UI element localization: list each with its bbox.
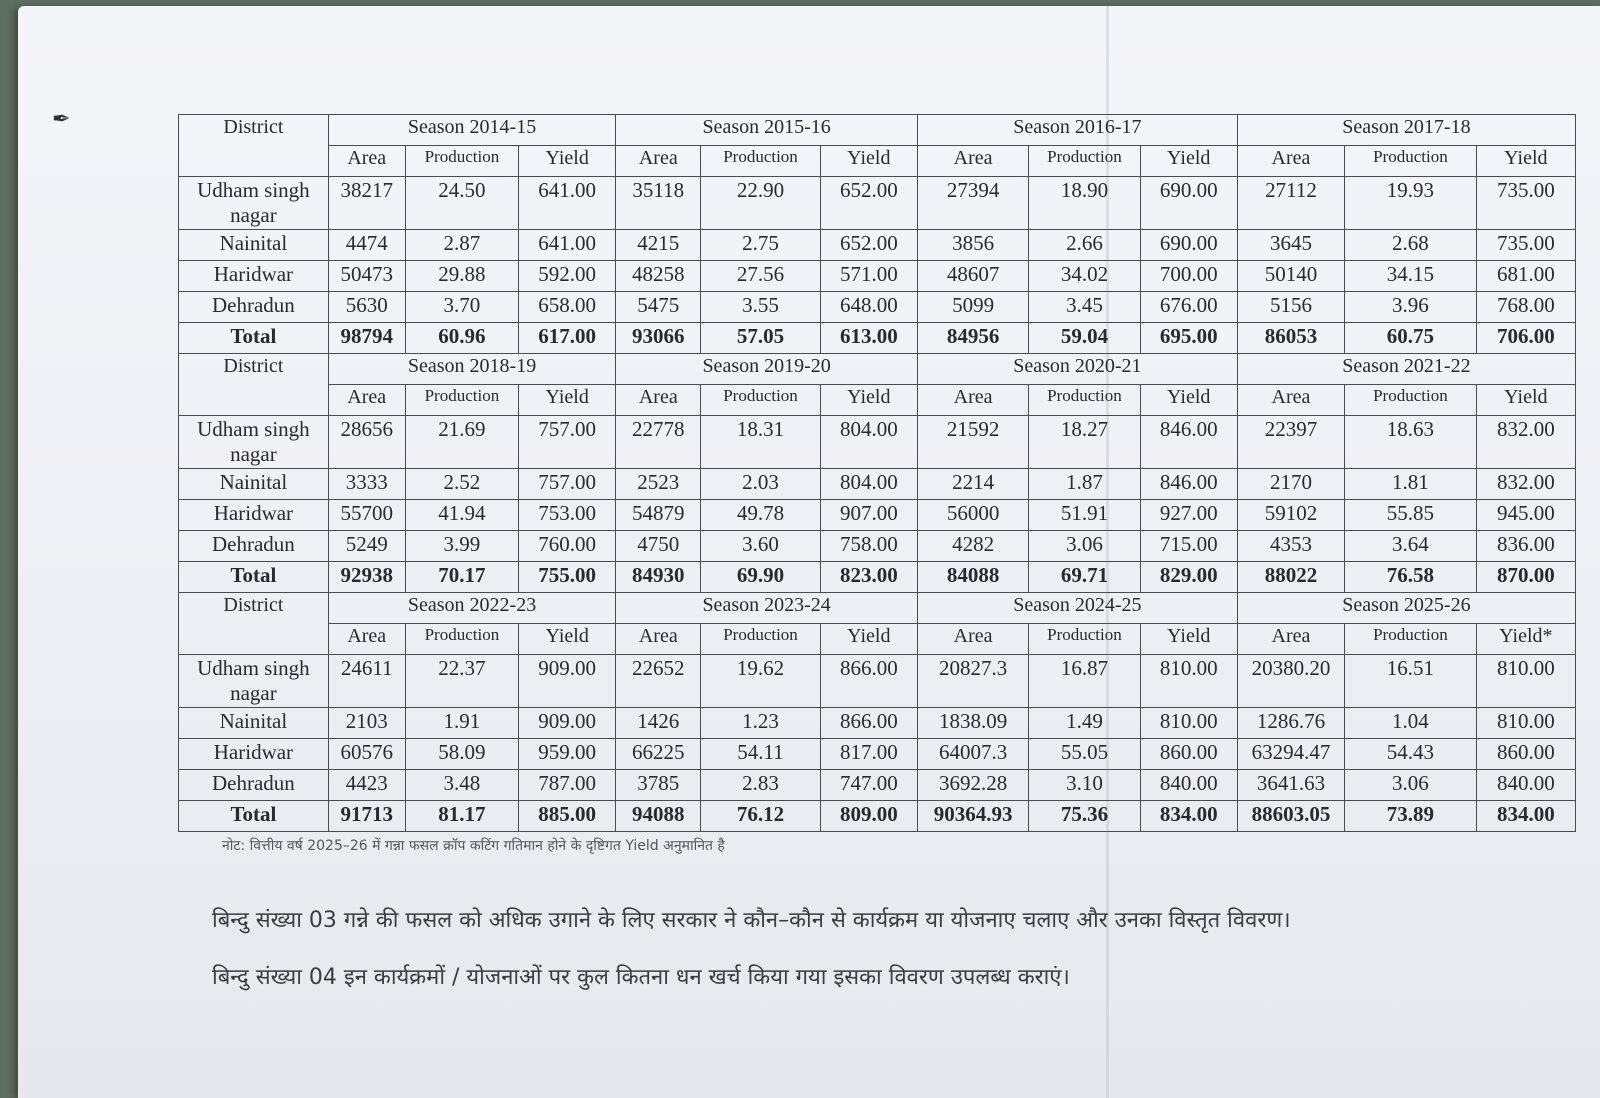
yield-cell: 823.00 <box>820 562 917 593</box>
yield-cell: 907.00 <box>820 500 917 531</box>
production-cell: 2.52 <box>405 469 518 500</box>
production-cell: 2.03 <box>701 469 820 500</box>
area-cell: 4474 <box>328 230 405 261</box>
season-title: Season 2018-19 <box>328 354 615 385</box>
area-cell: 4215 <box>616 230 701 261</box>
area-header: Area <box>1237 385 1344 416</box>
production-cell: 1.49 <box>1029 708 1140 739</box>
production-cell: 3.06 <box>1029 531 1140 562</box>
area-cell: 4750 <box>616 531 701 562</box>
point-3-text: बिन्दु संख्या 03 गन्ने की फसल को अधिक उगाने के लिए सरकार ने कौन–कौन से कार्यक्रम या योजनाए चलाए और उनका विस्तृत विवरण। <box>212 908 1291 933</box>
yield-cell: 747.00 <box>820 770 917 801</box>
area-cell: 22652 <box>616 655 701 708</box>
yield-cell: 840.00 <box>1476 770 1575 801</box>
production-header: Production <box>1345 624 1477 655</box>
yield-header: Yield <box>820 624 917 655</box>
production-cell: 49.78 <box>701 500 820 531</box>
district-name: Dehradun <box>179 531 329 562</box>
area-cell: 54879 <box>616 500 701 531</box>
production-header: Production <box>1345 385 1477 416</box>
area-cell: 2523 <box>616 469 701 500</box>
production-cell: 1.81 <box>1345 469 1477 500</box>
area-cell: 60576 <box>328 739 405 770</box>
area-cell: 84088 <box>917 562 1028 593</box>
yield-cell: 641.00 <box>519 177 616 230</box>
area-cell: 90364.93 <box>917 801 1028 832</box>
area-cell: 3856 <box>917 230 1028 261</box>
area-cell: 48607 <box>917 261 1028 292</box>
area-cell: 2170 <box>1237 469 1344 500</box>
area-cell: 50140 <box>1237 261 1344 292</box>
production-cell: 3.55 <box>701 292 820 323</box>
production-cell: 1.87 <box>1029 469 1140 500</box>
area-cell: 5249 <box>328 531 405 562</box>
district-name: Dehradun <box>179 770 329 801</box>
area-cell: 21592 <box>917 416 1028 469</box>
production-cell: 3.60 <box>701 531 820 562</box>
production-cell: 16.87 <box>1029 655 1140 708</box>
yield-cell: 846.00 <box>1140 469 1237 500</box>
area-cell: 2103 <box>328 708 405 739</box>
area-cell: 98794 <box>328 323 405 354</box>
point-4-text: बिन्दु संख्या 04 इन कार्यक्रमों / योजनाओं पर कुल कितना धन खर्च किया गया इसका विवरण उपलब्ध कराएं। <box>212 965 1070 990</box>
area-cell: 5475 <box>616 292 701 323</box>
production-cell: 2.83 <box>701 770 820 801</box>
district-name: Nainital <box>179 230 329 261</box>
yield-header: Yield <box>1140 624 1237 655</box>
yield-cell: 804.00 <box>820 416 917 469</box>
district-name: Haridwar <box>179 739 329 770</box>
area-cell: 63294.47 <box>1237 739 1344 770</box>
yield-cell: 809.00 <box>820 801 917 832</box>
production-header: Production <box>1345 146 1477 177</box>
table-row <box>179 261 1576 292</box>
yield-cell: 755.00 <box>519 562 616 593</box>
production-cell: 34.15 <box>1345 261 1477 292</box>
area-cell: 3645 <box>1237 230 1344 261</box>
yield-cell: 641.00 <box>519 230 616 261</box>
yield-cell: 870.00 <box>1476 562 1575 593</box>
yield-cell: 700.00 <box>1140 261 1237 292</box>
yield-cell: 652.00 <box>820 177 917 230</box>
area-cell: 35118 <box>616 177 701 230</box>
season-title: Season 2024-25 <box>917 593 1237 624</box>
area-cell: 24611 <box>328 655 405 708</box>
yield-cell: 846.00 <box>1140 416 1237 469</box>
table-row <box>179 708 1576 739</box>
production-cell: 69.90 <box>701 562 820 593</box>
area-cell: 50473 <box>328 261 405 292</box>
production-cell: 3.48 <box>405 770 518 801</box>
yield-cell: 959.00 <box>519 739 616 770</box>
table-row <box>179 230 1576 261</box>
yield-cell: 757.00 <box>519 469 616 500</box>
area-cell: 91713 <box>328 801 405 832</box>
yield-cell: 860.00 <box>1140 739 1237 770</box>
district-name: Haridwar <box>179 261 329 292</box>
production-cell: 69.71 <box>1029 562 1140 593</box>
area-cell: 22397 <box>1237 416 1344 469</box>
area-cell: 1286.76 <box>1237 708 1344 739</box>
district-name: Udham singh nagar <box>179 655 329 708</box>
production-cell: 22.90 <box>701 177 820 230</box>
column-header-row <box>179 624 1576 655</box>
season-header-row <box>179 115 1576 146</box>
production-cell: 3.10 <box>1029 770 1140 801</box>
yield-header: Yield <box>519 146 616 177</box>
yield-cell: 690.00 <box>1140 177 1237 230</box>
production-cell: 27.56 <box>701 261 820 292</box>
area-cell: 3785 <box>616 770 701 801</box>
ink-mark-icon: ✒ <box>52 106 71 131</box>
yield-header: Yield <box>519 385 616 416</box>
district-name: Udham singh nagar <box>179 416 329 469</box>
production-cell: 2.66 <box>1029 230 1140 261</box>
yield-cell: 681.00 <box>1476 261 1575 292</box>
area-header: Area <box>616 146 701 177</box>
district-name: Total <box>179 801 329 832</box>
area-cell: 38217 <box>328 177 405 230</box>
yield-header: Yield <box>1140 385 1237 416</box>
area-header: Area <box>616 385 701 416</box>
yield-cell: 832.00 <box>1476 416 1575 469</box>
yield-cell: 658.00 <box>519 292 616 323</box>
yield-cell: 648.00 <box>820 292 917 323</box>
yield-cell: 909.00 <box>519 655 616 708</box>
district-name: Total <box>179 323 329 354</box>
district-name: Udham singh nagar <box>179 177 329 230</box>
yield-header: Yield <box>519 624 616 655</box>
season-title: Season 2022-23 <box>328 593 615 624</box>
area-cell: 5156 <box>1237 292 1344 323</box>
production-cell: 76.12 <box>701 801 820 832</box>
yield-cell: 787.00 <box>519 770 616 801</box>
production-cell: 76.58 <box>1345 562 1477 593</box>
production-cell: 3.99 <box>405 531 518 562</box>
production-header: Production <box>1029 624 1140 655</box>
area-cell: 3692.28 <box>917 770 1028 801</box>
area-cell: 88022 <box>1237 562 1344 593</box>
yield-cell: 810.00 <box>1476 655 1575 708</box>
production-cell: 2.75 <box>701 230 820 261</box>
area-cell: 5099 <box>917 292 1028 323</box>
production-cell: 18.90 <box>1029 177 1140 230</box>
district-header: District <box>179 115 329 177</box>
season-title: Season 2025-26 <box>1237 593 1575 624</box>
area-header: Area <box>917 624 1028 655</box>
district-name: Total <box>179 562 329 593</box>
yield-cell: 834.00 <box>1476 801 1575 832</box>
production-cell: 18.63 <box>1345 416 1477 469</box>
yield-header: Yield* <box>1476 624 1575 655</box>
production-cell: 1.91 <box>405 708 518 739</box>
total-row <box>179 801 1576 832</box>
area-cell: 88603.05 <box>1237 801 1344 832</box>
production-header: Production <box>701 624 820 655</box>
yield-cell: 945.00 <box>1476 500 1575 531</box>
area-cell: 27112 <box>1237 177 1344 230</box>
production-cell: 81.17 <box>405 801 518 832</box>
production-cell: 22.37 <box>405 655 518 708</box>
yield-cell: 613.00 <box>820 323 917 354</box>
district-header: District <box>179 593 329 655</box>
table-row <box>179 177 1576 230</box>
area-cell: 3641.63 <box>1237 770 1344 801</box>
area-cell: 2214 <box>917 469 1028 500</box>
district-header: District <box>179 354 329 416</box>
table-row <box>179 739 1576 770</box>
yield-cell: 690.00 <box>1140 230 1237 261</box>
yield-cell: 885.00 <box>519 801 616 832</box>
area-cell: 20380.20 <box>1237 655 1344 708</box>
sugarcane-season-table <box>178 114 1576 832</box>
district-name: Haridwar <box>179 500 329 531</box>
yield-header: Yield <box>1476 385 1575 416</box>
production-cell: 57.05 <box>701 323 820 354</box>
column-header-row <box>179 146 1576 177</box>
production-cell: 3.96 <box>1345 292 1477 323</box>
yield-cell: 753.00 <box>519 500 616 531</box>
yield-header: Yield <box>820 146 917 177</box>
yield-header: Yield <box>1140 146 1237 177</box>
yield-cell: 735.00 <box>1476 177 1575 230</box>
production-cell: 18.31 <box>701 416 820 469</box>
production-cell: 55.05 <box>1029 739 1140 770</box>
production-cell: 3.06 <box>1345 770 1477 801</box>
season-title: Season 2017-18 <box>1237 115 1575 146</box>
season-title: Season 2016-17 <box>917 115 1237 146</box>
production-cell: 51.91 <box>1029 500 1140 531</box>
total-row <box>179 562 1576 593</box>
yield-cell: 617.00 <box>519 323 616 354</box>
table-row <box>179 655 1576 708</box>
area-cell: 27394 <box>917 177 1028 230</box>
production-header: Production <box>1029 385 1140 416</box>
production-cell: 21.69 <box>405 416 518 469</box>
area-cell: 22778 <box>616 416 701 469</box>
yield-cell: 706.00 <box>1476 323 1575 354</box>
area-cell: 64007.3 <box>917 739 1028 770</box>
area-cell: 84956 <box>917 323 1028 354</box>
production-header: Production <box>405 624 518 655</box>
production-cell: 70.17 <box>405 562 518 593</box>
yield-cell: 676.00 <box>1140 292 1237 323</box>
area-cell: 84930 <box>616 562 701 593</box>
yield-cell: 758.00 <box>820 531 917 562</box>
production-cell: 19.62 <box>701 655 820 708</box>
season-title: Season 2014-15 <box>328 115 615 146</box>
production-header: Production <box>405 385 518 416</box>
production-cell: 24.50 <box>405 177 518 230</box>
season-title: Season 2020-21 <box>917 354 1237 385</box>
district-name: Nainital <box>179 469 329 500</box>
table-row <box>179 469 1576 500</box>
production-cell: 60.75 <box>1345 323 1477 354</box>
yield-cell: 834.00 <box>1140 801 1237 832</box>
area-cell: 66225 <box>616 739 701 770</box>
yield-cell: 840.00 <box>1140 770 1237 801</box>
area-cell: 5630 <box>328 292 405 323</box>
area-cell: 55700 <box>328 500 405 531</box>
season-title: Season 2015-16 <box>616 115 918 146</box>
yield-cell: 810.00 <box>1140 655 1237 708</box>
yield-header: Yield <box>820 385 917 416</box>
yield-cell: 757.00 <box>519 416 616 469</box>
table-row <box>179 500 1576 531</box>
production-cell: 1.23 <box>701 708 820 739</box>
yield-cell: 768.00 <box>1476 292 1575 323</box>
production-cell: 2.68 <box>1345 230 1477 261</box>
table-row <box>179 770 1576 801</box>
season-title: Season 2023-24 <box>616 593 918 624</box>
production-cell: 16.51 <box>1345 655 1477 708</box>
yield-cell: 832.00 <box>1476 469 1575 500</box>
column-header-row <box>179 385 1576 416</box>
production-cell: 3.70 <box>405 292 518 323</box>
district-name: Dehradun <box>179 292 329 323</box>
production-cell: 3.64 <box>1345 531 1477 562</box>
production-cell: 18.27 <box>1029 416 1140 469</box>
production-header: Production <box>701 385 820 416</box>
area-cell: 4282 <box>917 531 1028 562</box>
production-cell: 19.93 <box>1345 177 1477 230</box>
paper-page <box>18 6 1600 1098</box>
production-cell: 41.94 <box>405 500 518 531</box>
area-cell: 86053 <box>1237 323 1344 354</box>
season-header-row <box>179 354 1576 385</box>
season-title: Season 2019-20 <box>616 354 918 385</box>
production-cell: 75.36 <box>1029 801 1140 832</box>
area-header: Area <box>917 385 1028 416</box>
area-cell: 28656 <box>328 416 405 469</box>
yield-cell: 810.00 <box>1476 708 1575 739</box>
yield-cell: 909.00 <box>519 708 616 739</box>
production-cell: 55.85 <box>1345 500 1477 531</box>
yield-cell: 836.00 <box>1476 531 1575 562</box>
total-row <box>179 323 1576 354</box>
area-cell: 3333 <box>328 469 405 500</box>
area-cell: 1426 <box>616 708 701 739</box>
yield-cell: 860.00 <box>1476 739 1575 770</box>
yield-cell: 592.00 <box>519 261 616 292</box>
yield-header: Yield <box>1476 146 1575 177</box>
area-cell: 59102 <box>1237 500 1344 531</box>
area-header: Area <box>328 624 405 655</box>
yield-estimate-note: नोट: वित्तीय वर्ष 2025–26 में गन्ना फसल क्रॉप कटिंग गतिमान होने के दृष्टिगत Yield अनुमानित है <box>222 838 725 854</box>
yield-cell: 829.00 <box>1140 562 1237 593</box>
area-cell: 56000 <box>917 500 1028 531</box>
area-cell: 4353 <box>1237 531 1344 562</box>
yield-cell: 927.00 <box>1140 500 1237 531</box>
production-cell: 58.09 <box>405 739 518 770</box>
production-cell: 3.45 <box>1029 292 1140 323</box>
production-cell: 73.89 <box>1345 801 1477 832</box>
production-header: Production <box>701 146 820 177</box>
area-cell: 48258 <box>616 261 701 292</box>
yield-cell: 760.00 <box>519 531 616 562</box>
yield-cell: 715.00 <box>1140 531 1237 562</box>
area-header: Area <box>1237 624 1344 655</box>
area-cell: 1838.09 <box>917 708 1028 739</box>
area-header: Area <box>328 146 405 177</box>
yield-cell: 735.00 <box>1476 230 1575 261</box>
yield-cell: 810.00 <box>1140 708 1237 739</box>
sugarcane-table-container <box>178 114 1576 832</box>
table-row <box>179 416 1576 469</box>
production-cell: 60.96 <box>405 323 518 354</box>
area-cell: 94088 <box>616 801 701 832</box>
production-cell: 54.11 <box>701 739 820 770</box>
area-header: Area <box>917 146 1028 177</box>
yield-cell: 817.00 <box>820 739 917 770</box>
production-header: Production <box>1029 146 1140 177</box>
season-title: Season 2021-22 <box>1237 354 1575 385</box>
area-cell: 20827.3 <box>917 655 1028 708</box>
production-cell: 59.04 <box>1029 323 1140 354</box>
area-cell: 4423 <box>328 770 405 801</box>
production-cell: 34.02 <box>1029 261 1140 292</box>
table-row <box>179 531 1576 562</box>
area-cell: 93066 <box>616 323 701 354</box>
production-cell: 2.87 <box>405 230 518 261</box>
yield-cell: 652.00 <box>820 230 917 261</box>
production-cell: 29.88 <box>405 261 518 292</box>
yield-cell: 804.00 <box>820 469 917 500</box>
season-header-row <box>179 593 1576 624</box>
yield-cell: 866.00 <box>820 655 917 708</box>
production-cell: 54.43 <box>1345 739 1477 770</box>
area-header: Area <box>328 385 405 416</box>
production-cell: 1.04 <box>1345 708 1477 739</box>
table-row <box>179 292 1576 323</box>
district-name: Nainital <box>179 708 329 739</box>
area-cell: 92938 <box>328 562 405 593</box>
yield-cell: 866.00 <box>820 708 917 739</box>
area-header: Area <box>1237 146 1344 177</box>
yield-cell: 571.00 <box>820 261 917 292</box>
yield-cell: 695.00 <box>1140 323 1237 354</box>
area-header: Area <box>616 624 701 655</box>
production-header: Production <box>405 146 518 177</box>
